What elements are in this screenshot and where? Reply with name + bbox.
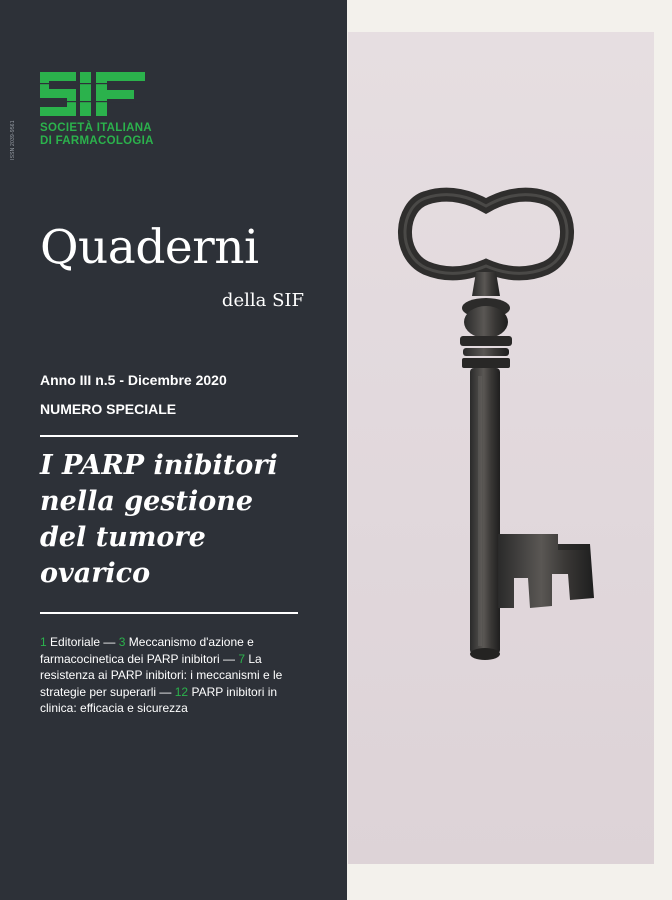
headline-line-3: del tumore (40, 522, 206, 553)
magazine-title: Quaderni (40, 220, 259, 275)
toc-separator: — (222, 651, 235, 666)
divider-bottom (40, 612, 298, 614)
cover-headline (40, 448, 302, 592)
toc-item-title: Meccanismo d'azione e farmacocinetica dei PARP inibitori (40, 635, 254, 666)
divider-top (40, 435, 298, 437)
sif-logo-icon (40, 72, 145, 116)
table-of-contents (40, 634, 302, 717)
logo-line-2: DI FARMACOLOGIA (40, 135, 154, 147)
headline-line-2: nella gestione (40, 486, 254, 517)
toc-page-number: 3 (118, 635, 126, 649)
headline-line-4: ovarico (40, 558, 151, 589)
toc-page-number: 7 (238, 651, 246, 666)
toc-item-title: PARP inibitori in clinica: efficacia e sicurezza (40, 684, 278, 715)
toc-item-title: La resistenza ai PARP inibitori: i meccanismi e le strategie per superarli (40, 651, 283, 699)
headline-line-1: I PARP inibitori (40, 450, 278, 481)
toc-separator: — (159, 684, 172, 699)
special-issue-label: NUMERO SPECIALE (40, 401, 177, 417)
toc-item-title: Editoriale (50, 635, 101, 649)
issue-info: Anno III n.5 - Dicembre 2020 (40, 372, 227, 388)
issn-label: ISSN 2039-9561 (10, 120, 16, 160)
toc-page-number: 12 (174, 684, 189, 699)
logo-line-1: SOCIETÀ ITALIANA (40, 122, 152, 134)
toc-separator: — (103, 635, 116, 649)
magazine-subtitle: della SIF (221, 290, 304, 311)
antique-key-icon (390, 176, 610, 666)
toc-page-number: 1 (40, 635, 47, 649)
logo-wordmark (40, 122, 180, 148)
